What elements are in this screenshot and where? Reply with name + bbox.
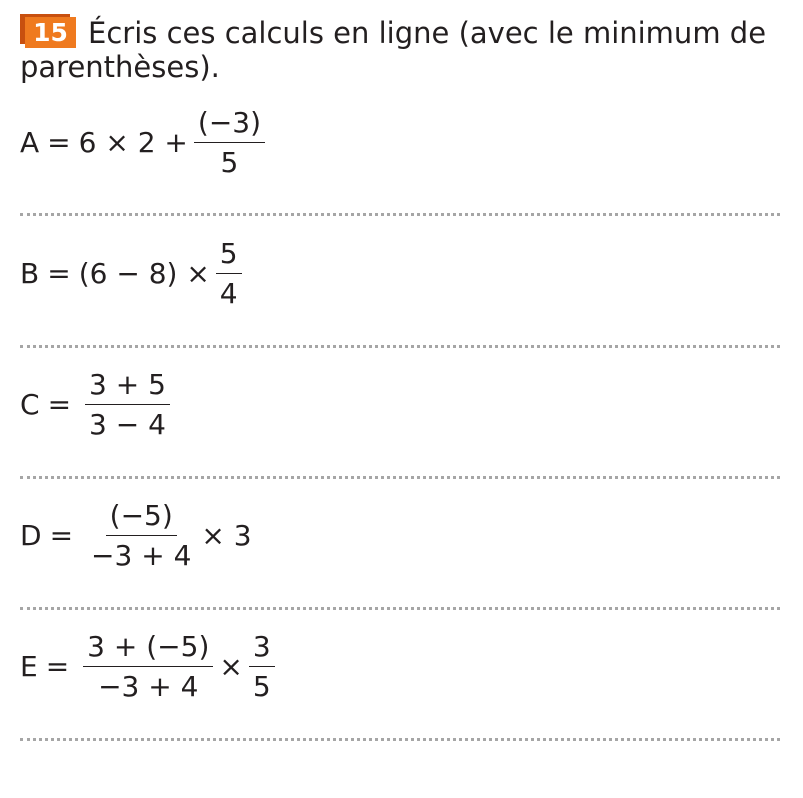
fraction-numerator: (−3) [194,106,265,143]
equals-sign: = [47,388,72,421]
fraction [249,630,275,703]
answer-line-a[interactable] [20,213,780,216]
fraction-denominator: −3 + 4 [91,539,192,572]
expression-label: C [20,388,40,421]
fraction-numerator: 3 + 5 [85,368,170,405]
fraction-denominator: 4 [219,277,238,310]
expression-label: B [20,257,40,290]
expression-e [20,630,281,703]
expression-lead: 6 × 2 + [78,126,188,159]
expression-label: D [20,519,42,552]
fraction-numerator: 5 [216,237,242,274]
expression-trail: × 3 [201,519,252,552]
exercise-number: 15 [25,17,76,48]
fraction [216,237,242,310]
expression-label: E [20,650,38,683]
equals-sign: = [47,126,71,159]
answer-line-e[interactable] [20,738,780,741]
exercise-header [20,14,790,84]
expression-d [20,499,252,572]
fraction-denominator: 3 − 4 [89,408,166,441]
exercise-instruction: Écris ces calculs en ligne (avec le minimum de parenthèses). [20,16,767,84]
equals-sign: = [45,650,70,683]
fraction [87,499,195,572]
answer-line-c[interactable] [20,476,780,479]
fraction-denominator: −3 + 4 [98,670,199,703]
expression-label: A [20,126,40,159]
fraction [83,630,213,703]
fraction-denominator: 5 [220,146,239,179]
expression-a [20,106,271,179]
equals-sign: = [49,519,74,552]
fraction-numerator: 3 [249,630,275,667]
equals-sign: = [47,257,71,290]
fraction-numerator: 3 + (−5) [83,630,213,667]
fraction-numerator: (−5) [106,499,177,536]
expression-c [20,368,176,441]
exercise-number-badge [20,14,76,46]
answer-line-d[interactable] [20,607,780,610]
expression-lead: (6 − 8) × [78,257,210,290]
answer-line-b[interactable] [20,345,780,348]
expression-b [20,237,248,310]
fraction [85,368,170,441]
expression-trail: × [219,650,243,683]
fraction [194,106,265,179]
fraction-denominator: 5 [252,670,271,703]
